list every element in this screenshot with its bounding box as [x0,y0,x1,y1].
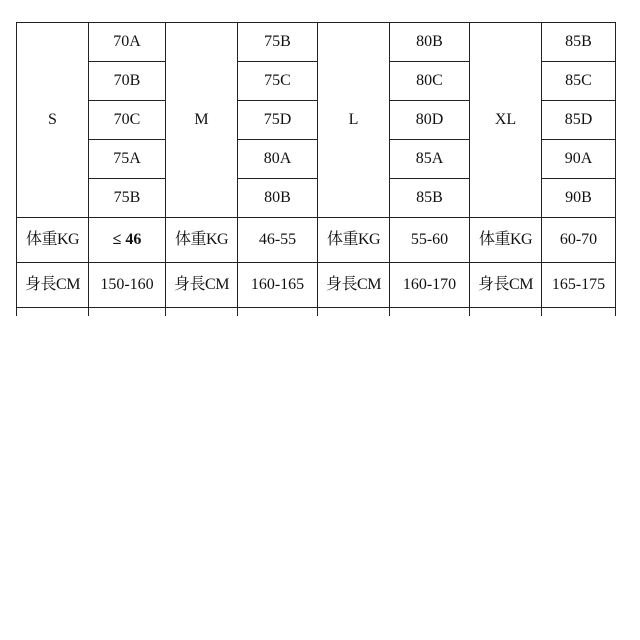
height-label: 身長CM [318,263,390,308]
empty-cell [17,308,89,317]
weight-label: 体重KG [318,218,390,263]
empty-cell [238,308,318,317]
weight-value-xl: 60-70 [542,218,616,263]
weight-label: 体重KG [17,218,89,263]
size-m-label: M [166,23,238,218]
empty-cell [166,308,238,317]
cup-cell: 75B [238,23,318,62]
weight-label: 体重KG [470,218,542,263]
height-value-l: 160-170 [390,263,470,308]
cup-cell: 75D [238,101,318,140]
cup-cell: 75C [238,62,318,101]
empty-cell [89,308,166,317]
height-row [17,263,616,308]
cup-row-1 [17,23,616,62]
empty-cell [470,308,542,317]
cup-cell: 80B [390,23,470,62]
cropped-row [17,308,616,317]
height-value-m: 160-165 [238,263,318,308]
empty-cell [542,308,616,317]
size-s-label: S [17,23,89,218]
size-chart-table [16,22,615,298]
size-l-label: L [318,23,390,218]
cup-cell: 85A [390,140,470,179]
cup-cell: 90B [542,179,616,218]
weight-row [17,218,616,263]
weight-value-l: 55-60 [390,218,470,263]
cup-cell: 70B [89,62,166,101]
height-value-s: 150-160 [89,263,166,308]
height-label: 身長CM [166,263,238,308]
cup-cell: 80C [390,62,470,101]
cup-cell: 90A [542,140,616,179]
height-label: 身長CM [470,263,542,308]
cup-cell: 85B [390,179,470,218]
cup-cell: 75A [89,140,166,179]
cup-cell: 80D [390,101,470,140]
cup-cell: 85D [542,101,616,140]
cup-cell: 70A [89,23,166,62]
empty-cell [318,308,390,317]
cup-cell: 80B [238,179,318,218]
cup-cell: 85C [542,62,616,101]
size-grid [16,22,616,316]
cup-cell: 75B [89,179,166,218]
cup-cell: 70C [89,101,166,140]
height-label: 身長CM [17,263,89,308]
cup-cell: 85B [542,23,616,62]
weight-label: 体重KG [166,218,238,263]
cup-cell: 80A [238,140,318,179]
height-value-xl: 165-175 [542,263,616,308]
empty-cell [390,308,470,317]
weight-value-s: ≤ 46 [89,218,166,263]
size-xl-label: XL [470,23,542,218]
weight-value-m: 46-55 [238,218,318,263]
